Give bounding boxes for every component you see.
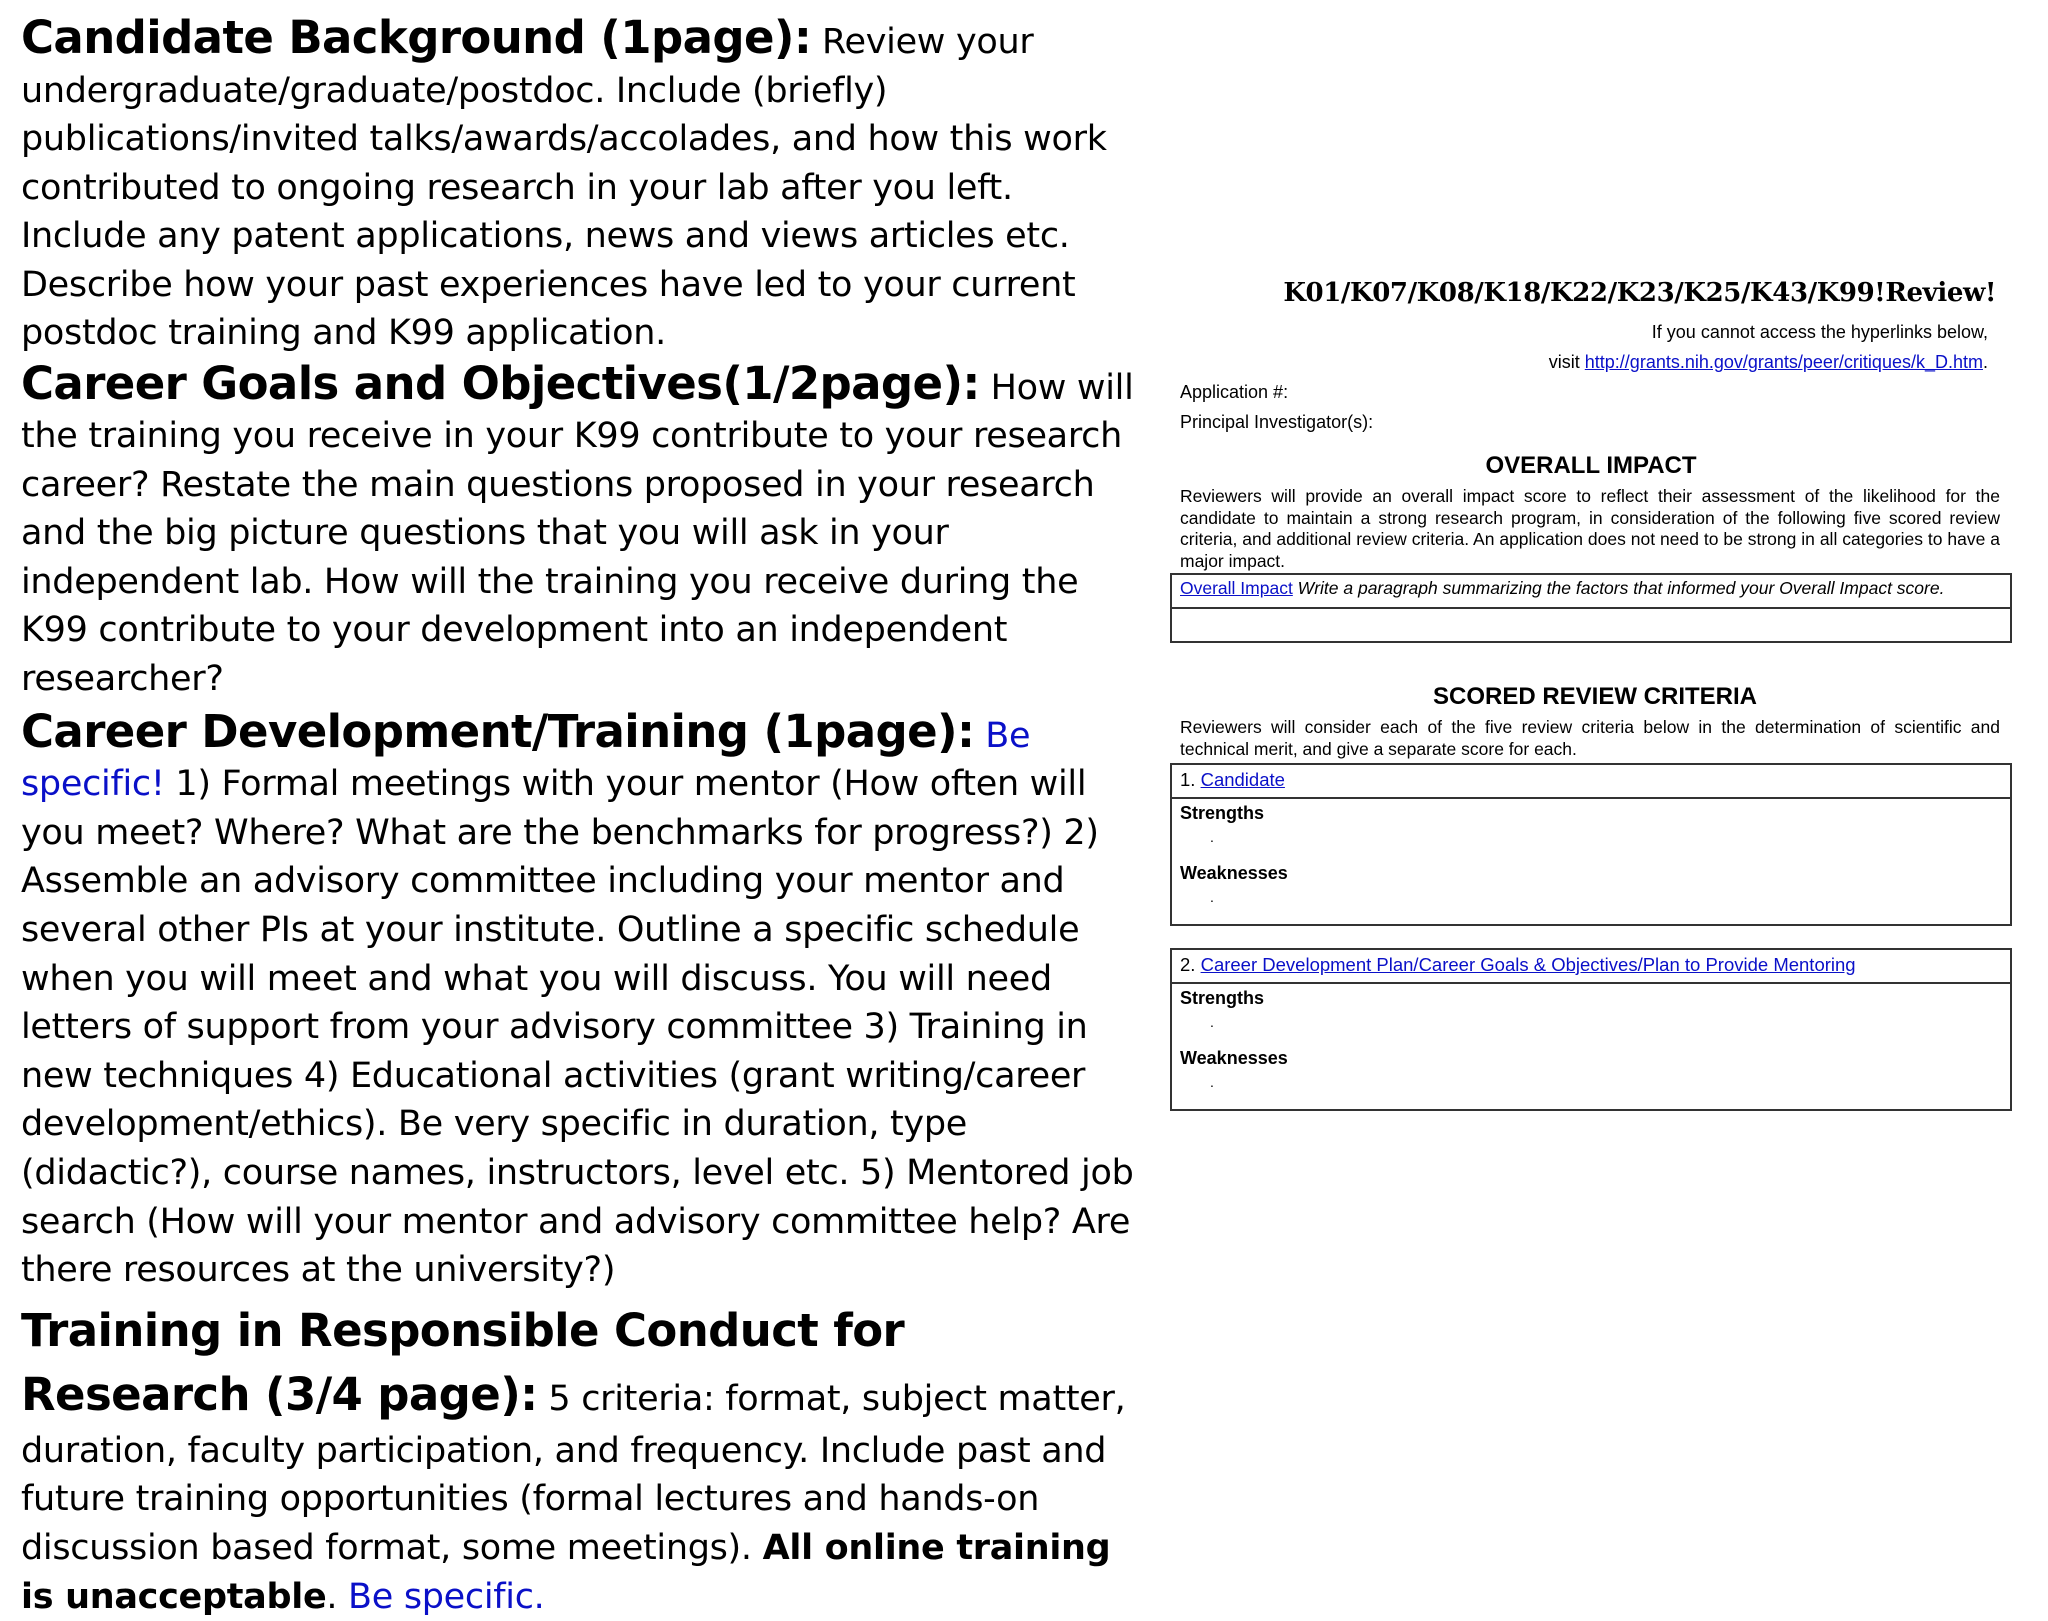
strengths-bullet: . [1210, 829, 1214, 845]
strengths-label: Strengths [1180, 988, 1265, 1008]
overall-impact-instruction: Write a paragraph summarizing the factors that informed your Overall Impact score. [1292, 578, 1945, 598]
criterion-link[interactable]: Candidate [1200, 769, 1285, 790]
criterion-header [1172, 765, 2010, 799]
principal-investigator-label: Principal Investigator(s): [1180, 412, 1374, 432]
section-career-goals [21, 356, 1141, 704]
weaknesses-label: Weaknesses [1180, 863, 1288, 883]
form-title: K01/K07/K08/K18/K22/K23/K25/K43/K99!Review! [1283, 278, 1996, 308]
criterion-body [1172, 984, 2010, 1112]
guidance-text [21, 11, 1141, 1621]
hyperlink-note: If you cannot access the hyperlinks below, [1651, 322, 1988, 342]
application-number-label: Application #: [1180, 382, 1289, 402]
overall-impact-row [1172, 575, 2010, 609]
weaknesses-bullet: . [1210, 1074, 1214, 1090]
section-body: Review your undergraduate/graduate/postdoc. Include (briefly) publications/invited talks/awards/accolades, and how this work contributed to ongoing research in your lab after you left. Include any patent applications, news and views articles etc. Describe how your past experiences have led to your current postdoc training and K99 application. [21, 22, 1107, 353]
criterion-career-development-plan [1170, 948, 2012, 1111]
section-career-development [21, 704, 1141, 1295]
section-responsible-conduct [21, 1299, 1141, 1621]
criterion-body [1172, 799, 2010, 927]
bold-warning: All online training is unacceptable [21, 1527, 1111, 1617]
emphasis-text: Be specific. [337, 1576, 545, 1617]
criterion-candidate [1170, 763, 2012, 926]
weaknesses-label: Weaknesses [1180, 1048, 1288, 1068]
overall-impact-box [1170, 573, 2012, 643]
visit-note [1549, 352, 1988, 373]
section-body: 1) Formal meetings with your mentor (How often will you meet? Where? What are the benchmarks for progress?) 2) Assemble an advisory committee including your mentor and several other PIs at your institute. Outline a specific schedule when you will meet and what you will discuss. You will need letters of support from your advisory committee 3) Training in new techniques 4) Educational activities (grant writing/career development/ethics). Be very specific in duration, type (didactic?), course names, instructors, level etc. 5) Mentored job search (How will your mentor and advisory committee help? Are there resources at the university?) [21, 764, 1134, 1291]
visit-prefix: visit [1548, 352, 1585, 372]
scored-review-criteria-description: Reviewers will consider each of the five review criteria below in the determination of scientific and technical merit, and give a separate score for each. [1180, 717, 2000, 759]
section-heading: Training in Responsible Conduct for Research (3/4 page): [21, 1303, 905, 1421]
section-candidate-background [21, 11, 1141, 358]
criterion-link[interactable]: Career Development Plan/Career Goals & Objectives/Plan to Provide Mentoring [1200, 954, 1856, 975]
overall-impact-heading: OVERALL IMPACT [1485, 452, 1697, 479]
emphasis-text: Be specific! [21, 715, 1031, 805]
criterion-header [1172, 950, 2010, 984]
scored-review-criteria-heading: SCORED REVIEW CRITERIA [1432, 683, 1758, 710]
weaknesses-bullet: . [1210, 889, 1214, 905]
section-body: 5 criteria: format, subject matter, duration, faculty participation, and frequency. Include past and future training opportunities (formal lectures and hands-on discussion based format, some meetings). [21, 1378, 1126, 1568]
strengths-label: Strengths [1180, 803, 1265, 823]
strengths-bullet: . [1210, 1014, 1214, 1030]
visit-suffix: . [1982, 352, 1988, 372]
section-heading: Career Development/Training (1page): [21, 704, 975, 758]
critiques-link[interactable]: http://grants.nih.gov/grants/peer/critiques/k_D.htm [1584, 352, 1983, 372]
criterion-number: 1. [1180, 769, 1201, 790]
overall-impact-description: Reviewers will provide an overall impact score to reflect their assessment of the likelihood for the candidate to maintain a strong research program, in consideration of the following five scored review criteria, and additional review criteria. An application does not need to be strong in all categories to have a major impact. [1180, 486, 2000, 571]
overall-impact-link[interactable]: Overall Impact [1180, 578, 1293, 598]
section-heading: Career Goals and Objectives(1/2page): [21, 356, 980, 410]
criterion-number: 2. [1180, 954, 1201, 975]
section-body: How will the training you receive in your K99 contribute to your research career? Restate the main questions proposed in your research and the big picture questions that you will ask in your independent lab. How will the training you receive during the K99 contribute to your development into an independent researcher? [21, 367, 1134, 700]
period: . [326, 1576, 338, 1617]
section-heading: Candidate Background (1page): [21, 11, 812, 64]
